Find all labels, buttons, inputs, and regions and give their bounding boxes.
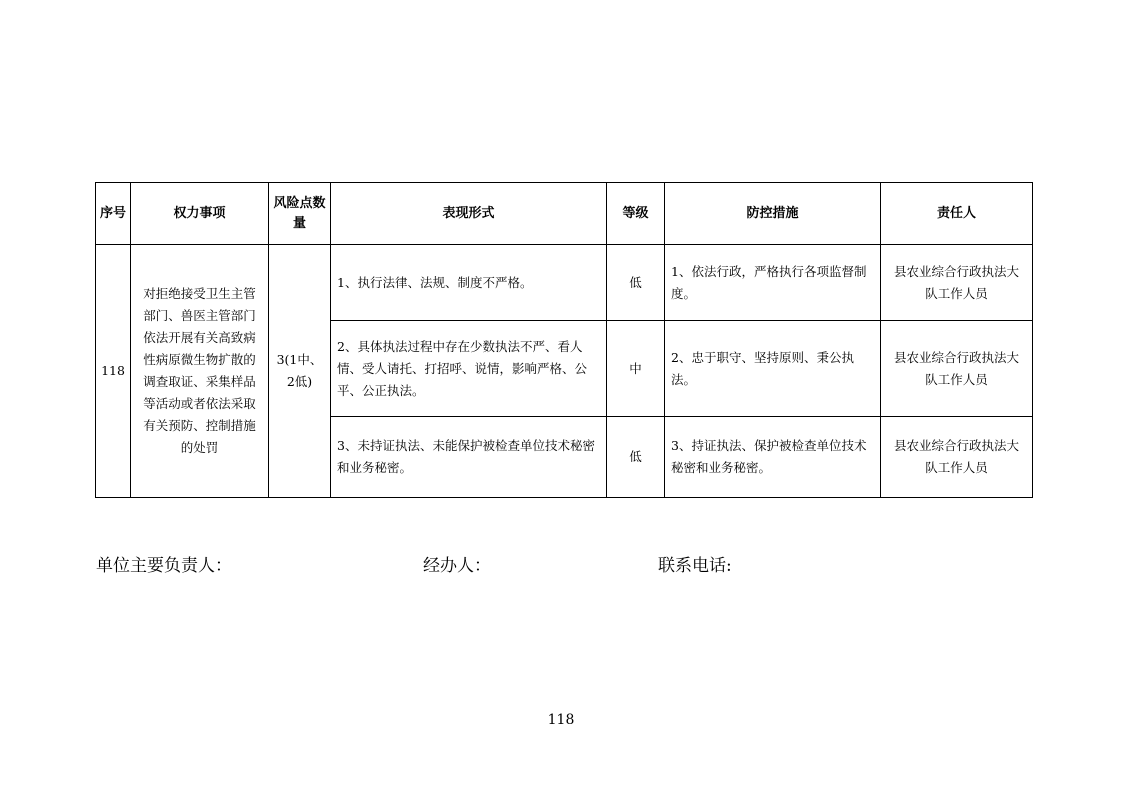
measures-cell: 3、持证执法、保护被检查单位技术秘密和业务秘密。 — [665, 417, 881, 498]
table-header-row — [96, 183, 1033, 245]
risk-table — [95, 182, 1033, 498]
manifestation-cell: 2、具体执法过程中存在少数执法不严、看人情、受人请托、打招呼、说情，影响严格、公平、公正执法。 — [331, 321, 607, 417]
page-number: 118 — [547, 712, 575, 728]
power-item-cell: 对拒绝接受卫生主管部门、兽医主管部门依法开展有关高致病性病原微生物扩散的调查取证、采集样品等活动或者依法采取有关预防、控制措施的处罚 — [131, 245, 269, 498]
measures-cell: 2、忠于职守、坚持原则、秉公执法。 — [665, 321, 881, 417]
header-power-item: 权力事项 — [131, 183, 269, 245]
seq-cell: 118 — [96, 245, 131, 498]
measures-cell: 1、依法行政，严格执行各项监督制度。 — [665, 245, 881, 321]
level-cell: 低 — [607, 245, 665, 321]
header-responsible: 责任人 — [881, 183, 1033, 245]
contact-phone-label: 联系电话: — [658, 556, 732, 576]
header-seq: 序号 — [96, 183, 131, 245]
responsible-cell: 县农业综合行政执法大队工作人员 — [881, 245, 1033, 321]
principal-signature-label: 单位主要负责人： — [96, 556, 232, 576]
responsible-cell: 县农业综合行政执法大队工作人员 — [881, 321, 1033, 417]
manifestation-cell: 1、执行法律、法规、制度不严格。 — [331, 245, 607, 321]
header-manifestation: 表现形式 — [331, 183, 607, 245]
level-cell: 低 — [607, 417, 665, 498]
header-level: 等级 — [607, 183, 665, 245]
table-row — [96, 245, 1033, 321]
level-cell: 中 — [607, 321, 665, 417]
header-risk-count: 风险点数量 — [269, 183, 331, 245]
risk-count-cell: 3(1中、2低) — [269, 245, 331, 498]
header-measures: 防控措施 — [665, 183, 881, 245]
handler-signature-label: 经办人： — [423, 556, 491, 576]
manifestation-cell: 3、未持证执法、未能保护被检查单位技术秘密和业务秘密。 — [331, 417, 607, 498]
responsible-cell: 县农业综合行政执法大队工作人员 — [881, 417, 1033, 498]
